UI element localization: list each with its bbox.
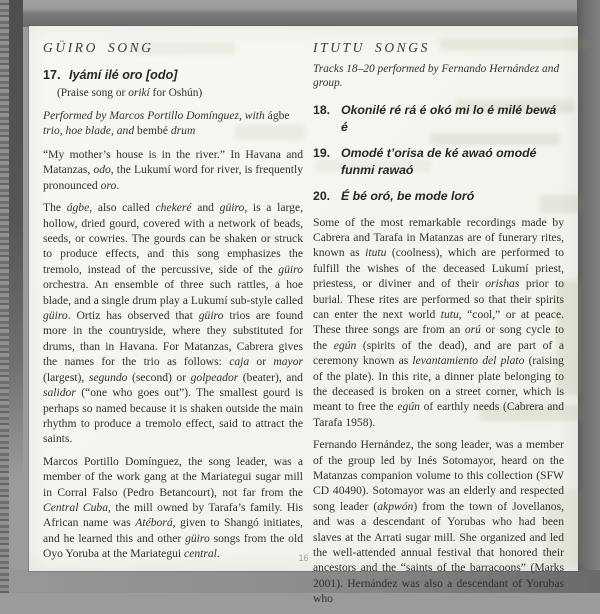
track-number: 17. [43,68,61,82]
track-title: Okonilé ré rá é okó mi lo é milé bewá é [341,103,557,134]
paragraph: Marcos Portillo Domínguez, the song leader, was a member of the work gang at the Mariategui sugar mill in Corral Falso (Pedro Betancourt), not far from the Central Cuba, the mill owned by Tarafa’s family. His African name was Atéborá, given to Shangó initiates, and he learned this and other güiro songs from the old Oyo Yoruba at the Mariategui central. [43,454,303,561]
track-title: Iyámí ilé oro [odo] [69,68,178,82]
page-number: 16 [298,553,309,563]
track-18-heading [313,102,564,135]
paragraph: Fernando Hernández, the song leader, was a member of the group led by Inés Sotomayor, heard on the Matanzas companion volume to this collection (SFW CD 40490). Sotomayor was an elderly and respected song leader (akpwón) from the town of Jovellanos, and was a descendant of Yorubas who had been slaves at the Arrati sugar mill. She organized and led the well-attended annual festival that honored their ancestors and the “saints of the barracoons” (Marks 2001). Hernández was also a descendant of Yorubas who [313,438,564,606]
section-header-itutu-songs: ITUTU SONGS [313,40,430,55]
booklet-spine-shadow [9,0,23,480]
section-header-guiro-song: GÜIRO SONG [43,40,154,55]
paragraph: “My mother’s house is in the river.” In Havana and Matanzas, odo, the Lukumí word for river, is frequently pronounced oro. [43,148,303,192]
track-17-heading [43,67,303,83]
paragraph: The ágbe, also called chekeré and güiro, is a large, hollow, dried gourd, covered with a network of beads, seeds, or cowries. The gourds can be shaken or struck to produce effects, and this song emphasizes the tremolo, instead of the percussive, side of the güiro orchestra. An ensemble of three such rattles, a hoe blade, and a single drum play a Lukumí sub-style called güiro. Ortiz has observed that güiro trios are found more in the countryside, where they substituted for drums, than in Havana. For Matanzas, Cabrera gives the names for the trio as follows: caja or mayor (largest), segundo (second) or golpeador (beater), and salidor (“one who goes out”). The smallest gourd is perhaps so named because it is shaken outside the main rhythm to produce a tremolo effect, said to attract the saints. [43,201,303,446]
left-column [43,40,303,569]
track-19-heading [313,145,564,178]
section-note: Tracks 18–20 performed by Fernando Hernández and group. [313,63,560,89]
track-number: 19. [313,146,331,160]
paragraph: Some of the most remarkable recordings made by Cabrera and Tarafa in Matanzas are of funerary rites, known as itutu (coolness), which are performed to fulfill the wishes of the deceased Lukumí priest, priestess, or diviner and of their orishas prior to burial. These rites are performed so that their spirits can enter the next world tutu, “cool,” or at peace. These three songs are from an orú or song cycle to the egún (spirits of the dead), and are part of a ceremony known as levantamiento del plato (raising of the plate). In this rite, a dinner plate belonging to the deceased is broken on a street corner, which is meant to free the egún of earthly needs (Cabrera and Tarafa 1958). [313,215,565,429]
booklet-spine-texture [0,0,9,593]
right-column [313,40,564,614]
booklet-page [29,26,578,606]
track-title: Omodé t’orisa de ké awaó omodé funmi rawaó [341,146,537,177]
track-number: 20. [313,189,331,203]
track-17-subtitle: (Praise song or orikí for Oshún) [57,87,203,99]
track-title: É bé oró, be mode loró [341,189,475,203]
scan-edge-top [0,0,600,27]
performer-credit: Performed by Marcos Portillo Domínguez, with ágbe trio, hoe blade, and bembé drum [43,109,290,137]
track-20-heading [313,188,564,205]
track-number: 18. [313,103,331,117]
